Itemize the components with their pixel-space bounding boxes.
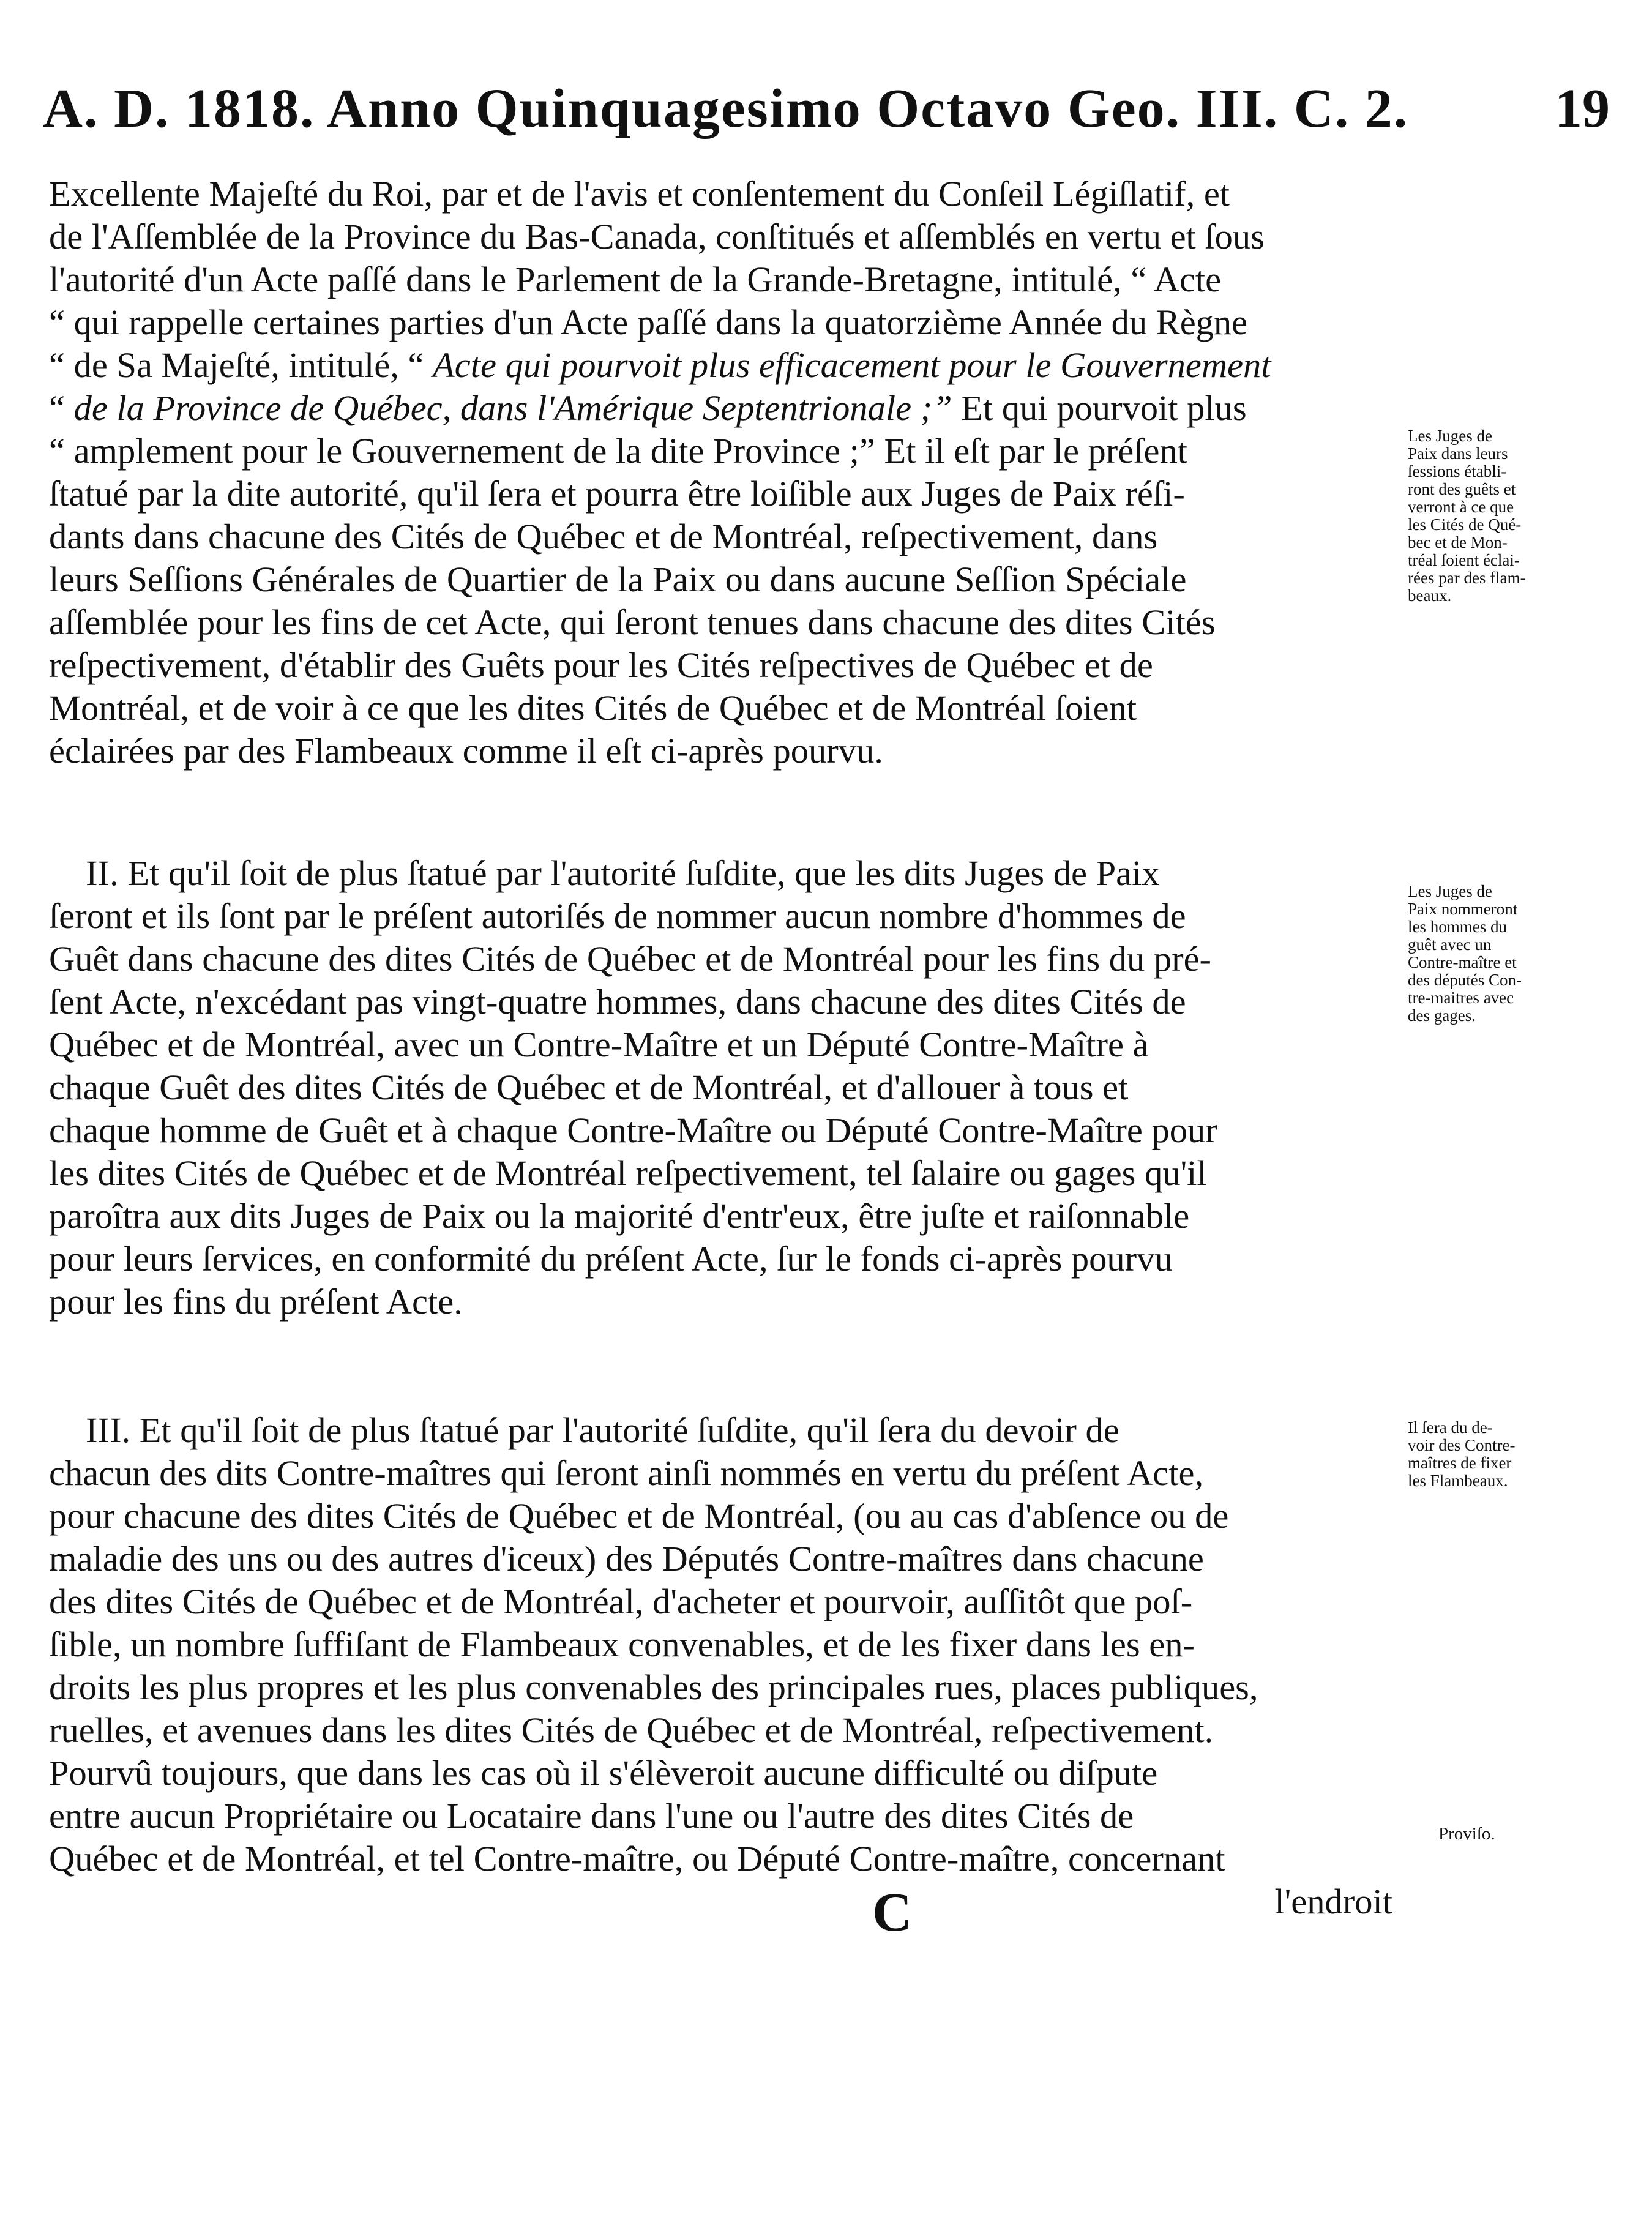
signature-mark: C [872,1882,912,1943]
sidenote-line: ſessions établi- [1408,462,1507,480]
sidenote-line: voir des Contre- [1408,1436,1516,1454]
text-line: droits les plus propres et les plus convenables des principales rues, places publiques, [49,1667,1258,1707]
header-title: A. D. 1818. Anno Quinquagesimo Octavo Geo. III. C. 2. [43,78,1409,139]
text-line: Pourvû toujours, que dans les cas où il s'élèveroit aucune difficulté ou diſpute [49,1753,1158,1793]
sidenote-line: rées par des flam- [1408,569,1526,587]
text-line: reſpectivement, d'établir des Guêts pour les Cités reſpectives de Québec et de [49,645,1153,685]
text-line: Québec et de Montréal, et tel Contre-maître, ou Député Contre-maître, concernant [49,1839,1225,1879]
paragraph-2 [49,852,1392,1323]
text-line: dants dans chacune des Cités de Québec et de Montréal, reſpectivement, dans [49,517,1158,556]
sidenote-line: Il ſera du de- [1408,1418,1493,1437]
text-line: Montréal, et de voir à ce que les dites Cités de Québec et de Montréal ſoient [49,688,1137,728]
sidenote-2 [1408,883,1585,1025]
sidenote-line: Proviſo. [1438,1824,1495,1844]
sidenote-line: maîtres de fixer [1408,1454,1512,1472]
text-line: II. Et qu'il ſoit de plus ſtatué par l'autorité ſuſdite, que les dits Juges de Paix [86,853,1160,893]
text-line: éclairées par des Flambeaux comme il eſt ci-après pourvu. [49,731,883,771]
text-line: chaque homme de Guêt et à chaque Contre-Maître ou Député Contre-Maître pour [49,1110,1217,1150]
text-line: pour leurs ſervices, en conformité du préſent Acte, ſur le fonds ci-après pourvu [49,1239,1173,1279]
text-line: de l'Aſſemblée de la Province du Bas-Canada, conſtitués et aſſemblés en vertu et ſous [49,217,1265,256]
sidenote-line: Paix dans leurs [1408,444,1508,463]
text-line: paroîtra aux dits Juges de Paix ou la majorité d'entr'eux, être juſte et raiſonnable [49,1196,1190,1236]
text-line: ſtatué par la dite autorité, qu'il ſera et pourra être loiſible aux Juges de Paix réſi- [49,474,1185,514]
text-line: ſible, un nombre ſuffiſant de Flambeaux convenables, et de les fixer dans les en- [49,1625,1195,1664]
sidenote-line: bec et de Mon- [1408,533,1508,552]
text-line: Québec et de Montréal, avec un Contre-Maître et un Député Contre-Maître à [49,1025,1149,1064]
text-line: les dites Cités de Québec et de Montréal reſpectivement, tel ſalaire ou gages qu'il [49,1153,1207,1193]
running-header [43,72,1610,146]
sidenote-line: Les Juges de [1408,427,1492,445]
sidenote-line: verront à ce que [1408,498,1514,516]
text-line: pour les fins du préſent Acte. [49,1282,463,1322]
text-line: “ qui rappelle certaines parties d'un Acte paſſé dans la quatorzième Année du Règne [49,302,1248,342]
text-segment: “ [49,388,74,428]
sidenote-line: Paix nommeront [1408,900,1518,918]
text-line: maladie des uns ou des autres d'iceux) des Députés Contre-maîtres dans chacune [49,1539,1204,1579]
catchword: l'endroit [1274,1882,1392,1921]
sidenote-line: tre-maitres avec [1408,989,1514,1007]
text-segment: Et qui pourvoit plus [952,388,1247,428]
sidenote-1 [1408,427,1585,605]
text-line: ſeront et ils ſont par le préſent autoriſés de nommer aucun nombre d'hommes de [49,896,1186,936]
text-line: leurs Seſſions Générales de Quartier de la Paix ou dans aucune Seſſion Spéciale [49,559,1187,599]
text-line: ruelles, et avenues dans les dites Cités de Québec et de Montréal, reſpectivement. [49,1710,1214,1750]
text-line: chaque Guêt des dites Cités de Québec et de Montréal, et d'allouer à tous et [49,1068,1129,1107]
page-number: 19 [1555,78,1610,139]
sidenote-line: les hommes du [1408,918,1507,936]
paragraph-1 [49,173,1392,772]
text-line: des dites Cités de Québec et de Montréal, d'acheter et pourvoir, auſſitôt que poſ- [49,1582,1193,1621]
text-segment: “ de Sa Majeſté, intitulé, “ [49,345,424,385]
text-line: pour chacune des dites Cités de Québec et de Montréal, (ou au cas d'abſence ou de [49,1496,1229,1536]
sidenote-line: Les Juges de [1408,882,1492,900]
italic-title-segment: de la Province de Québec, dans l'Amérique Septentrionale ;” [73,388,952,428]
text-line: Excellente Majeſté du Roi, par et de l'avis et conſentement du Conſeil Légiſlatif, et [49,174,1230,214]
sidenote-line: beaux. [1408,586,1452,605]
text-line: aſſemblée pour les fins de cet Acte, qui ſeront tenues dans chacune des dites Cités [49,602,1216,642]
text-line-with-italic [49,387,1392,430]
sidenote-line: Contre-maître et [1408,953,1517,971]
text-line: chacun des dits Contre-maîtres qui ſeront ainſi nommés en vertu du préſent Acte, [49,1453,1204,1493]
text-line: III. Et qu'il ſoit de plus ſtatué par l'autorité ſuſdite, qu'il ſera du devoir de [86,1410,1119,1450]
text-line: ſent Acte, n'excédant pas vingt-quatre hommes, dans chacune des dites Cités de [49,982,1186,1022]
sidenote-line: les Flambeaux. [1408,1471,1508,1490]
italic-title-segment: Acte qui pourvoit plus efficacement pour le Gouvernement [433,345,1271,385]
paragraph-3 [49,1409,1392,1923]
text-line: “ amplement pour le Gouvernement de la dite Province ;” Et il eſt par le préſent [49,431,1187,471]
text-line-with-italic [49,344,1392,387]
sidenote-3 [1408,1419,1585,1490]
sidenote-line: guêt avec un [1408,935,1492,954]
sidenote-line: des gages. [1408,1006,1476,1025]
sidenote-line: les Cités de Qué- [1408,515,1522,534]
text-line: entre aucun Propriétaire ou Locataire dans l'une ou l'autre des dites Cités de [49,1796,1134,1836]
text-line: l'autorité d'un Acte paſſé dans le Parlement de la Grande-Bretagne, intitulé, “ Acte [49,260,1222,299]
sidenote-line: des députés Con- [1408,971,1522,989]
sidenote-line: tréal ſoient éclai- [1408,551,1520,569]
sidenote-proviso [1438,1825,1616,1843]
text-line: Guêt dans chacune des dites Cités de Québec et de Montréal pour les fins du pré- [49,939,1212,979]
sidenote-line: ront des guêts et [1408,480,1516,498]
